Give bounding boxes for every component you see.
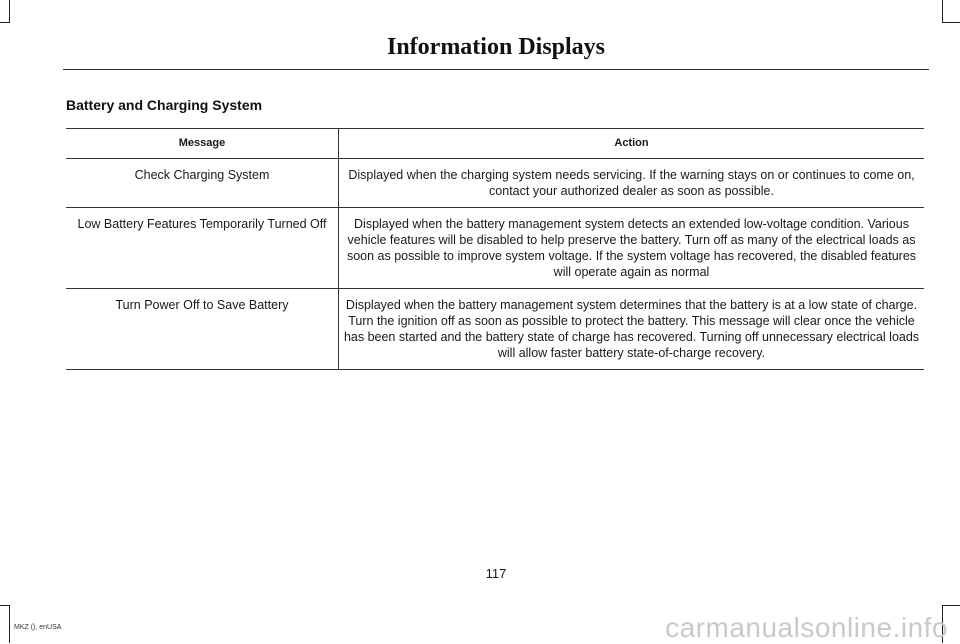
message-cell: Turn Power Off to Save Battery [66,289,339,370]
page-header-title: Information Displays [386,34,606,60]
crop-mark-top-left-h [0,22,10,23]
column-header-action: Action [339,129,925,159]
crop-mark-top-right-v [942,0,943,22]
column-header-message: Message [66,129,339,159]
crop-mark-top-right-h [942,22,960,23]
action-cell: Displayed when the battery management system detects an extended low-voltage condition. Various vehicle features will be disabled to help preserve the battery. Turn off as many of the electrical loads as soon as possible to improve system voltage. If the system voltage has recovered, the disabled features will operate again as normal [339,208,925,289]
action-cell: Displayed when the battery management system determines that the battery is at a low state of charge. Turn the ignition off as soon as possible to protect the battery. This message will clear once the vehicle has been started and the battery state of charge has recovered. Turning off unnecessary electrical loads will allow faster battery state-of-charge recovery. [339,289,925,370]
crop-mark-bottom-left-v [9,605,10,643]
page-number: 117 [485,566,507,581]
footer-code: MKZ (), enUSA [14,624,62,631]
action-cell: Displayed when the charging system needs servicing. If the warning stays on or continues to come on, contact your authorized dealer as soon as possible. [339,159,925,208]
section-title: Battery and Charging System [66,97,263,113]
crop-mark-bottom-right-h [942,605,960,606]
table-header-row [66,129,924,159]
crop-mark-top-left-v [9,0,10,22]
header-divider [63,69,929,70]
table-row [66,208,924,289]
message-cell: Low Battery Features Temporarily Turned Off [66,208,339,289]
message-table [66,128,924,370]
table-row [66,289,924,370]
watermark: carmanualsonline.info [665,612,948,643]
table-row [66,159,924,208]
message-cell: Check Charging System [66,159,339,208]
crop-mark-bottom-left-h [0,605,10,606]
